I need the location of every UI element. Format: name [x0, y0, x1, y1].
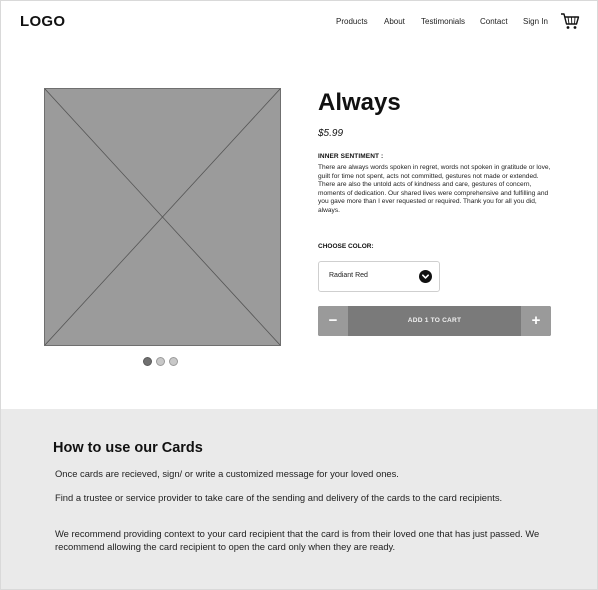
nav-about[interactable]: About [384, 17, 405, 26]
product-price: $5.99 [318, 128, 344, 139]
how-to-paragraph-3: We recommend providing context to your card recipient that the card is from their loved one that has just passed. We recommend allowing the card recipient to open the card only when they are ready. [55, 528, 540, 552]
how-to-paragraph-2: Find a trustee or service provider to take care of the sending and delivery of the cards to the card recipients. [55, 492, 503, 503]
how-to-use-title: How to use our Cards [53, 440, 203, 456]
inner-sentiment-heading: INNER SENTIMENT : [318, 153, 384, 160]
nav-contact[interactable]: Contact [480, 17, 508, 26]
how-to-paragraph-1: Once cards are recieved, sign/ or write a customized message for your loved ones. [55, 468, 399, 479]
product-image-placeholder [44, 88, 281, 346]
color-select-value: Radiant Red [329, 272, 368, 279]
nav-sign-in[interactable]: Sign In [523, 17, 548, 26]
carousel-dot-2[interactable] [156, 357, 165, 366]
product-title: Always [318, 89, 401, 116]
chevron-down-icon [419, 270, 432, 283]
shopping-cart-icon[interactable] [560, 11, 580, 31]
increase-quantity-button[interactable]: + [521, 306, 551, 336]
inner-sentiment-text: There are always words spoken in regret, words not spoken in gratitude or love, guilt for time not spent, acts not committed, gestures not made or extended. There are also the untold acts of kindness and care, gestures of concern, moments of dedication. Our shared lives were comprehensive and fulfilling and you gave more than I ever requested or required. Thank you for all you did, always. [318, 164, 551, 214]
color-select[interactable] [318, 261, 440, 292]
nav-testimonials[interactable]: Testimonials [421, 17, 466, 26]
logo[interactable]: LOGO [20, 13, 66, 30]
carousel-dot-3[interactable] [169, 357, 178, 366]
how-to-use-section [1, 409, 597, 589]
choose-color-heading: CHOOSE COLOR: [318, 243, 374, 250]
nav-products[interactable]: Products [336, 17, 368, 26]
quantity-cart-bar [318, 306, 551, 336]
add-to-cart-button[interactable]: ADD 1 TO CART [407, 317, 462, 324]
carousel-dot-1[interactable] [143, 357, 152, 366]
image-carousel-dots [143, 357, 183, 367]
decrease-quantity-button[interactable]: − [318, 306, 348, 336]
